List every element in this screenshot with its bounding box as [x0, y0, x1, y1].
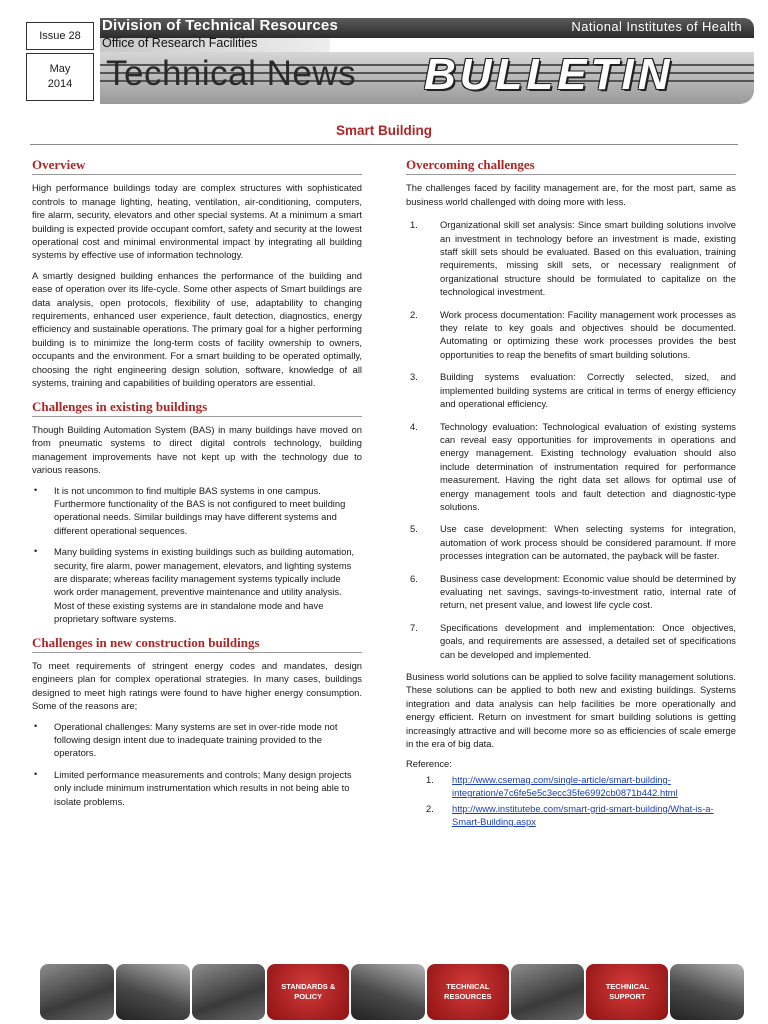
list-text: Organizational skill set analysis: Since smart building solutions involve an investment in technology before an investment is made, existing staff skill sets should be evaluated. Based on this evaluation, training requirements, missing skill sets, or necessary realignment of organizational structure should be formulated to capitalize on the technological investment.	[440, 219, 736, 298]
overview-section	[32, 158, 362, 390]
right-column	[406, 158, 736, 830]
numbered-list	[406, 218, 736, 661]
list-item: • Limited performance measurements and controls; Many design projects only include minimum instrumentation which results in not being able to isolate problems.	[32, 768, 362, 808]
list-item: • Many building systems in existing buildings such as building automation, security, fire alarm, power management, elevators, and lighting systems are disparate; whereas facility management systems typically include work order management, preventive maintenance and utility analysis. Most of these existing systems are in standalone mode and have proprietary software systems.	[32, 545, 362, 625]
issue-date	[26, 53, 94, 101]
standards-policy-badge[interactable]: STANDARDS & POLICY	[267, 964, 349, 1020]
list-item	[406, 308, 736, 362]
building-photo	[192, 964, 266, 1020]
bulletin-logo: BULLETIN	[424, 50, 674, 99]
list-number: 3.	[410, 371, 418, 383]
building-photo	[511, 964, 585, 1020]
reference-number: 2.	[426, 802, 434, 814]
list-item	[406, 420, 736, 514]
title-divider	[30, 144, 738, 145]
footer-banner	[40, 964, 744, 1020]
reference-list	[426, 773, 736, 829]
paragraph: To meet requirements of stringent energy codes and mandates, design engineers plan for complex operational strategies. In many cases, buildings designed to meet high ratings were found to have higher energy consumption. Some of the reasons are;	[32, 660, 362, 712]
technical-support-badge[interactable]: TECHNICAL SUPPORT	[586, 964, 668, 1020]
list-text: Specifications development and implementation: Once objectives, goals, and requirements are assessed, a detailed set of specifications can be developed and implemented.	[440, 621, 736, 660]
issue-month: May	[49, 63, 71, 75]
list-number: 2.	[410, 308, 418, 320]
list-item: • Operational challenges: Many systems are set in over-ride mode not following design intent due to inadequate training provided to the operators.	[32, 720, 362, 760]
office-name: Office of Research Facilities	[102, 36, 258, 50]
paragraph: The challenges faced by facility management are, for the most part, same as business world challenged with doing more with less.	[406, 182, 736, 207]
technical-resources-badge[interactable]: TECHNICAL RESOURCES	[427, 964, 509, 1020]
issue-year: 2014	[47, 78, 73, 90]
publication-title: Technical News	[106, 54, 357, 93]
section-heading: Overview	[32, 158, 362, 175]
new-construction-section	[32, 636, 362, 808]
agency-name: National Institutes of Health	[571, 19, 742, 34]
list-number: 4.	[410, 420, 418, 432]
building-photo	[40, 964, 114, 1020]
section-heading: Overcoming challenges	[406, 158, 736, 175]
list-item	[406, 621, 736, 661]
list-text: Business case development: Economic value should be determined by evaluating net savings, savings-to-investment ratio, internal rate of return, net present value, and lowest life cycle cost.	[440, 572, 736, 611]
section-heading: Challenges in existing buildings	[32, 400, 362, 417]
paragraph: Though Building Automation System (BAS) in many buildings have moved on from pneumatic systems to direct digital controls technology, building management improvements have not kept up with the technology due to various reasons.	[32, 423, 362, 476]
list-item	[406, 218, 736, 298]
building-photo	[351, 964, 425, 1020]
list-item	[406, 522, 736, 562]
list-text: Technology evaluation: Technological evaluation of existing systems can reveal easy opportunities for improvements in operations and energy management. Existing technology evaluation should also include determination of instrumentation required for performance measurement. Having the right data set allows for optimal use of energy management tools and fault detection and diagnostic-type solutions.	[440, 420, 736, 512]
existing-buildings-section	[32, 400, 362, 626]
reference-item	[426, 802, 736, 829]
article-title: Smart Building	[335, 123, 432, 138]
bullet-list	[32, 720, 362, 808]
list-text: Use case development: When selecting systems for integration, automation of work process should be considered paramount. If more processes integration can be automated, the payback will be faster.	[440, 523, 736, 562]
paragraph: High performance buildings today are complex structures with sophisticated controls to manage lighting, heating, ventilation, air-conditioning, computers, fire alarm, security, elevators and other special systems. At a minimum a smart building is expected provide occupant comfort, safety and security at the lowest operational cost and minimal environmental impact by integrating all building systems by effective use of information technology.	[32, 182, 362, 261]
section-heading: Challenges in new construction buildings	[32, 636, 362, 653]
list-number: 5.	[410, 523, 418, 535]
masthead	[16, 12, 754, 104]
reference-number: 1.	[426, 773, 434, 785]
list-number: 7.	[410, 621, 418, 633]
building-photo	[670, 964, 744, 1020]
list-text: Building systems evaluation: Correctly selected, sized, and implemented building systems are critical in terms of energy efficiency and operational efficiency.	[440, 371, 736, 410]
left-column	[32, 158, 362, 818]
reference-item	[426, 773, 736, 800]
list-item: • It is not uncommon to find multiple BAS systems in one campus. Furthermore functionality of the BAS is not configured to meet building operational needs. Similar buildings may have different systems and different operational sequences.	[32, 484, 362, 538]
list-item	[406, 572, 736, 612]
list-number: 6.	[410, 572, 418, 584]
issue-number: Issue 28	[26, 22, 94, 50]
division-name: Division of Technical Resources	[102, 17, 338, 34]
reference-link[interactable]: http://www.institutebe.com/smart-grid-smart-building/What-is-a-Smart-Building.aspx	[452, 802, 714, 828]
list-number: 1.	[410, 219, 418, 231]
bullet-list	[32, 484, 362, 626]
reference-link[interactable]: http://www.csemag.com/single-article/smart-building-integration/e7c6fe5e5c3ecc35fe6992cb0871b442.html	[452, 773, 678, 799]
paragraph: A smartly designed building enhances the performance of the building and ease of operation over its life-cycle. Some other aspects of Smart buildings are data analysis, open protocols, flexibility of use, adaptability to changing requirements, enhanced user experience, fault detection, diagnostics, energy efficiency and sustainable operations. The primary goal for a higher performing building is to minimize the long-term costs of facility ownership to owners, occupants and the environment. For a smart building to be operated optimally, choosing the right engineering design solution, software, knowledge of all systems, training and capabilities of building operators are essential.	[32, 269, 362, 389]
building-photo	[116, 964, 190, 1020]
reference-label: Reference:	[406, 758, 452, 770]
list-item	[406, 370, 736, 410]
paragraph: Business world solutions can be applied to solve facility management solutions. These solutions can be applied to both new and existing buildings. Systems integration and data analysis can help facilities be more operationally and energy efficient. Return on investment for smart building solutions is getting increasingly attractive and will become more so as efficiencies of scale emerge in the era of big data.	[406, 671, 736, 750]
list-text: Work process documentation: Facility management work processes as they relate to key goals and objectives should be documented. Automating or optimizing these work processes provides the best opportunities to reap the benefits of smart building solutions.	[440, 308, 736, 360]
